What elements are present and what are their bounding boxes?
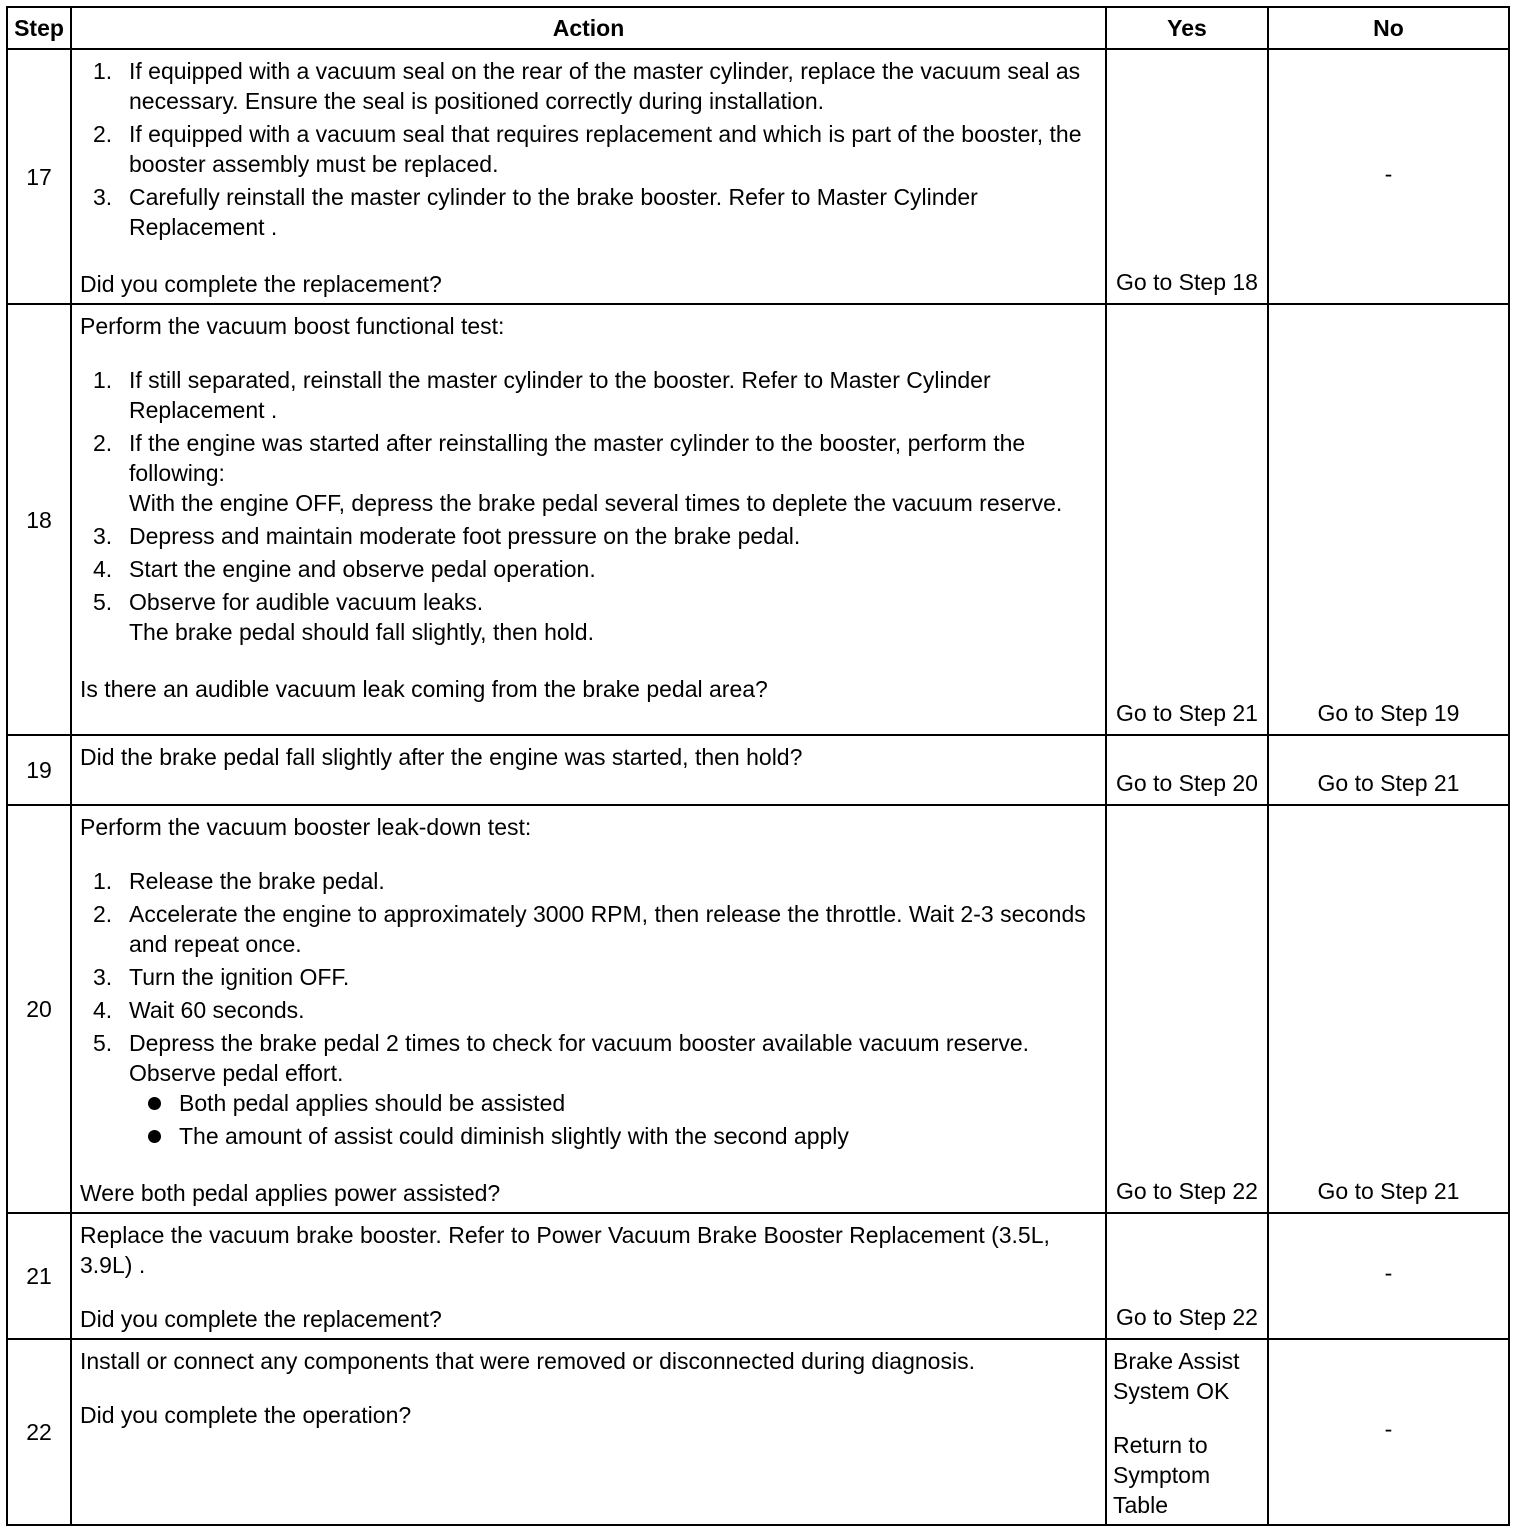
no-cell: Go to Step 21 — [1268, 805, 1509, 1213]
no-cell: Go to Step 19 — [1268, 304, 1509, 735]
action-cell — [71, 304, 1106, 735]
action-intro: Perform the vacuum boost functional test: — [80, 313, 505, 339]
table-header-row — [7, 7, 1509, 49]
step-number: 18 — [7, 304, 71, 735]
list-item-text: Start the engine and observe pedal operation. — [129, 556, 596, 582]
list-item-text: Release the brake pedal. — [129, 868, 385, 894]
table-row-step-22 — [7, 1339, 1509, 1525]
action-question: Were both pedal applies power assisted? — [80, 1180, 501, 1206]
action-list — [80, 365, 1097, 647]
yes-next-action: Return to Symptom Table — [1113, 1432, 1211, 1518]
list-item: 3. Carefully reinstall the master cylinder to the brake booster. Refer to Master Cylinder Replacement . — [93, 184, 978, 240]
bullet-list — [129, 1088, 1097, 1151]
list-item: 1. If equipped with a vacuum seal on the rear of the master cylinder, replace the vacuum seal as necessary. Ensure the seal is positioned correctly during installation. — [93, 58, 1081, 114]
bullet-item: Both pedal applies should be assisted — [129, 1088, 1097, 1118]
step-number: 22 — [7, 1339, 71, 1525]
list-item-text: If equipped with a vacuum seal that requires replacement and which is part of the booster, the booster assembly must be replaced. — [129, 121, 1082, 177]
table-row-step-18 — [7, 304, 1509, 735]
list-item-text: Wait 60 seconds. — [129, 997, 305, 1023]
list-item-text: If still separated, reinstall the master cylinder to the booster. Refer to Master Cylinder Replacement . — [129, 367, 991, 423]
list-item-text: Depress and maintain moderate foot pressure on the brake pedal. — [129, 523, 801, 549]
action-intro: Replace the vacuum brake booster. Refer to Power Vacuum Brake Booster Replacement (3.5L, 3.9L) . — [80, 1222, 1050, 1278]
header-step: Step — [7, 7, 71, 49]
table-row-step-19 — [7, 735, 1509, 805]
yes-cell: Go to Step 18 — [1106, 49, 1268, 304]
list-item-text: Accelerate the engine to approximately 3000 RPM, then release the throttle. Wait 2-3 seconds and repeat once. — [129, 901, 1086, 957]
no-cell: - — [1268, 1339, 1509, 1525]
list-item: 4. Start the engine and observe pedal operation. — [93, 556, 596, 582]
table-row-step-21 — [7, 1213, 1509, 1339]
step-number: 21 — [7, 1213, 71, 1339]
yes-cell: Go to Step 20 — [1106, 735, 1268, 805]
list-item: 2. Accelerate the engine to approximately 3000 RPM, then release the throttle. Wait 2-3 seconds and repeat once. — [93, 901, 1086, 957]
list-item-text: Depress the brake pedal 2 times to check for vacuum booster available vacuum reserve. Observe pedal effort. — [129, 1030, 1029, 1086]
list-item: 1. Release the brake pedal. — [93, 868, 385, 894]
action-intro: Perform the vacuum booster leak-down test: — [80, 814, 532, 840]
action-cell — [71, 1213, 1106, 1339]
list-item-note: With the engine OFF, depress the brake pedal several times to deplete the vacuum reserve. — [129, 490, 1063, 516]
header-no: No — [1268, 7, 1509, 49]
action-question: Did the brake pedal fall slightly after the engine was started, then hold? — [80, 744, 803, 770]
action-list — [80, 866, 1097, 1151]
action-list — [80, 56, 1097, 242]
no-cell: Go to Step 21 — [1268, 735, 1509, 805]
step-number: 17 — [7, 49, 71, 304]
action-cell — [71, 1339, 1106, 1525]
list-item: 2. If the engine was started after reinstalling the master cylinder to the booster, perform the following: With the engine OFF, depress the brake pedal several times to deplete the vacuum reserve. — [93, 430, 1063, 516]
list-item: 5. Depress the brake pedal 2 times to check for vacuum booster available vacuum reserve. Observe pedal effort. Both pedal applies should be assisted The amount of assist could diminish slightly with the second apply — [80, 1028, 1097, 1151]
step-number: 19 — [7, 735, 71, 805]
no-cell: - — [1268, 49, 1509, 304]
diagnostic-table-page — [6, 6, 1508, 1532]
yes-cell — [1106, 1339, 1268, 1525]
yes-cell: Go to Step 21 — [1106, 304, 1268, 735]
action-question: Did you complete the replacement? — [80, 271, 442, 297]
action-cell — [71, 805, 1106, 1213]
list-item: 4. Wait 60 seconds. — [93, 997, 305, 1023]
no-cell: - — [1268, 1213, 1509, 1339]
list-item-text: Observe for audible vacuum leaks. — [129, 589, 484, 615]
action-intro: Install or connect any components that were removed or disconnected during diagnosis. — [80, 1348, 975, 1374]
header-action: Action — [71, 7, 1106, 49]
list-item-note: The brake pedal should fall slightly, then hold. — [129, 619, 594, 645]
bullet-item: The amount of assist could diminish slightly with the second apply — [129, 1121, 1097, 1151]
list-item-text: Carefully reinstall the master cylinder to the brake booster. Refer to Master Cylinder Replacement . — [129, 184, 978, 240]
action-question: Did you complete the replacement? — [80, 1306, 442, 1332]
list-item: 5. Observe for audible vacuum leaks. The brake pedal should fall slightly, then hold. — [93, 589, 594, 645]
action-cell — [71, 49, 1106, 304]
list-item-text: Turn the ignition OFF. — [129, 964, 350, 990]
action-question: Is there an audible vacuum leak coming from the brake pedal area? — [80, 676, 768, 702]
list-item: 3. Turn the ignition OFF. — [93, 964, 350, 990]
action-question: Did you complete the operation? — [80, 1402, 412, 1428]
list-item: 3. Depress and maintain moderate foot pressure on the brake pedal. — [93, 523, 801, 549]
list-item: 1. If still separated, reinstall the master cylinder to the booster. Refer to Master Cylinder Replacement . — [93, 367, 991, 423]
yes-cell: Go to Step 22 — [1106, 1213, 1268, 1339]
header-yes: Yes — [1106, 7, 1268, 49]
table-row-step-20 — [7, 805, 1509, 1213]
list-item-text: If equipped with a vacuum seal on the rear of the master cylinder, replace the vacuum seal as necessary. Ensure the seal is positioned correctly during installation. — [129, 58, 1081, 114]
diagnostic-table — [6, 6, 1510, 1526]
list-item-text: If the engine was started after reinstalling the master cylinder to the booster, perform the following: — [129, 430, 1026, 486]
yes-result: Brake Assist System OK — [1113, 1348, 1240, 1404]
table-row-step-17 — [7, 49, 1509, 304]
step-number: 20 — [7, 805, 71, 1213]
action-cell — [71, 735, 1106, 805]
list-item: 2. If equipped with a vacuum seal that requires replacement and which is part of the booster, the booster assembly must be replaced. — [93, 121, 1082, 177]
yes-cell: Go to Step 22 — [1106, 805, 1268, 1213]
